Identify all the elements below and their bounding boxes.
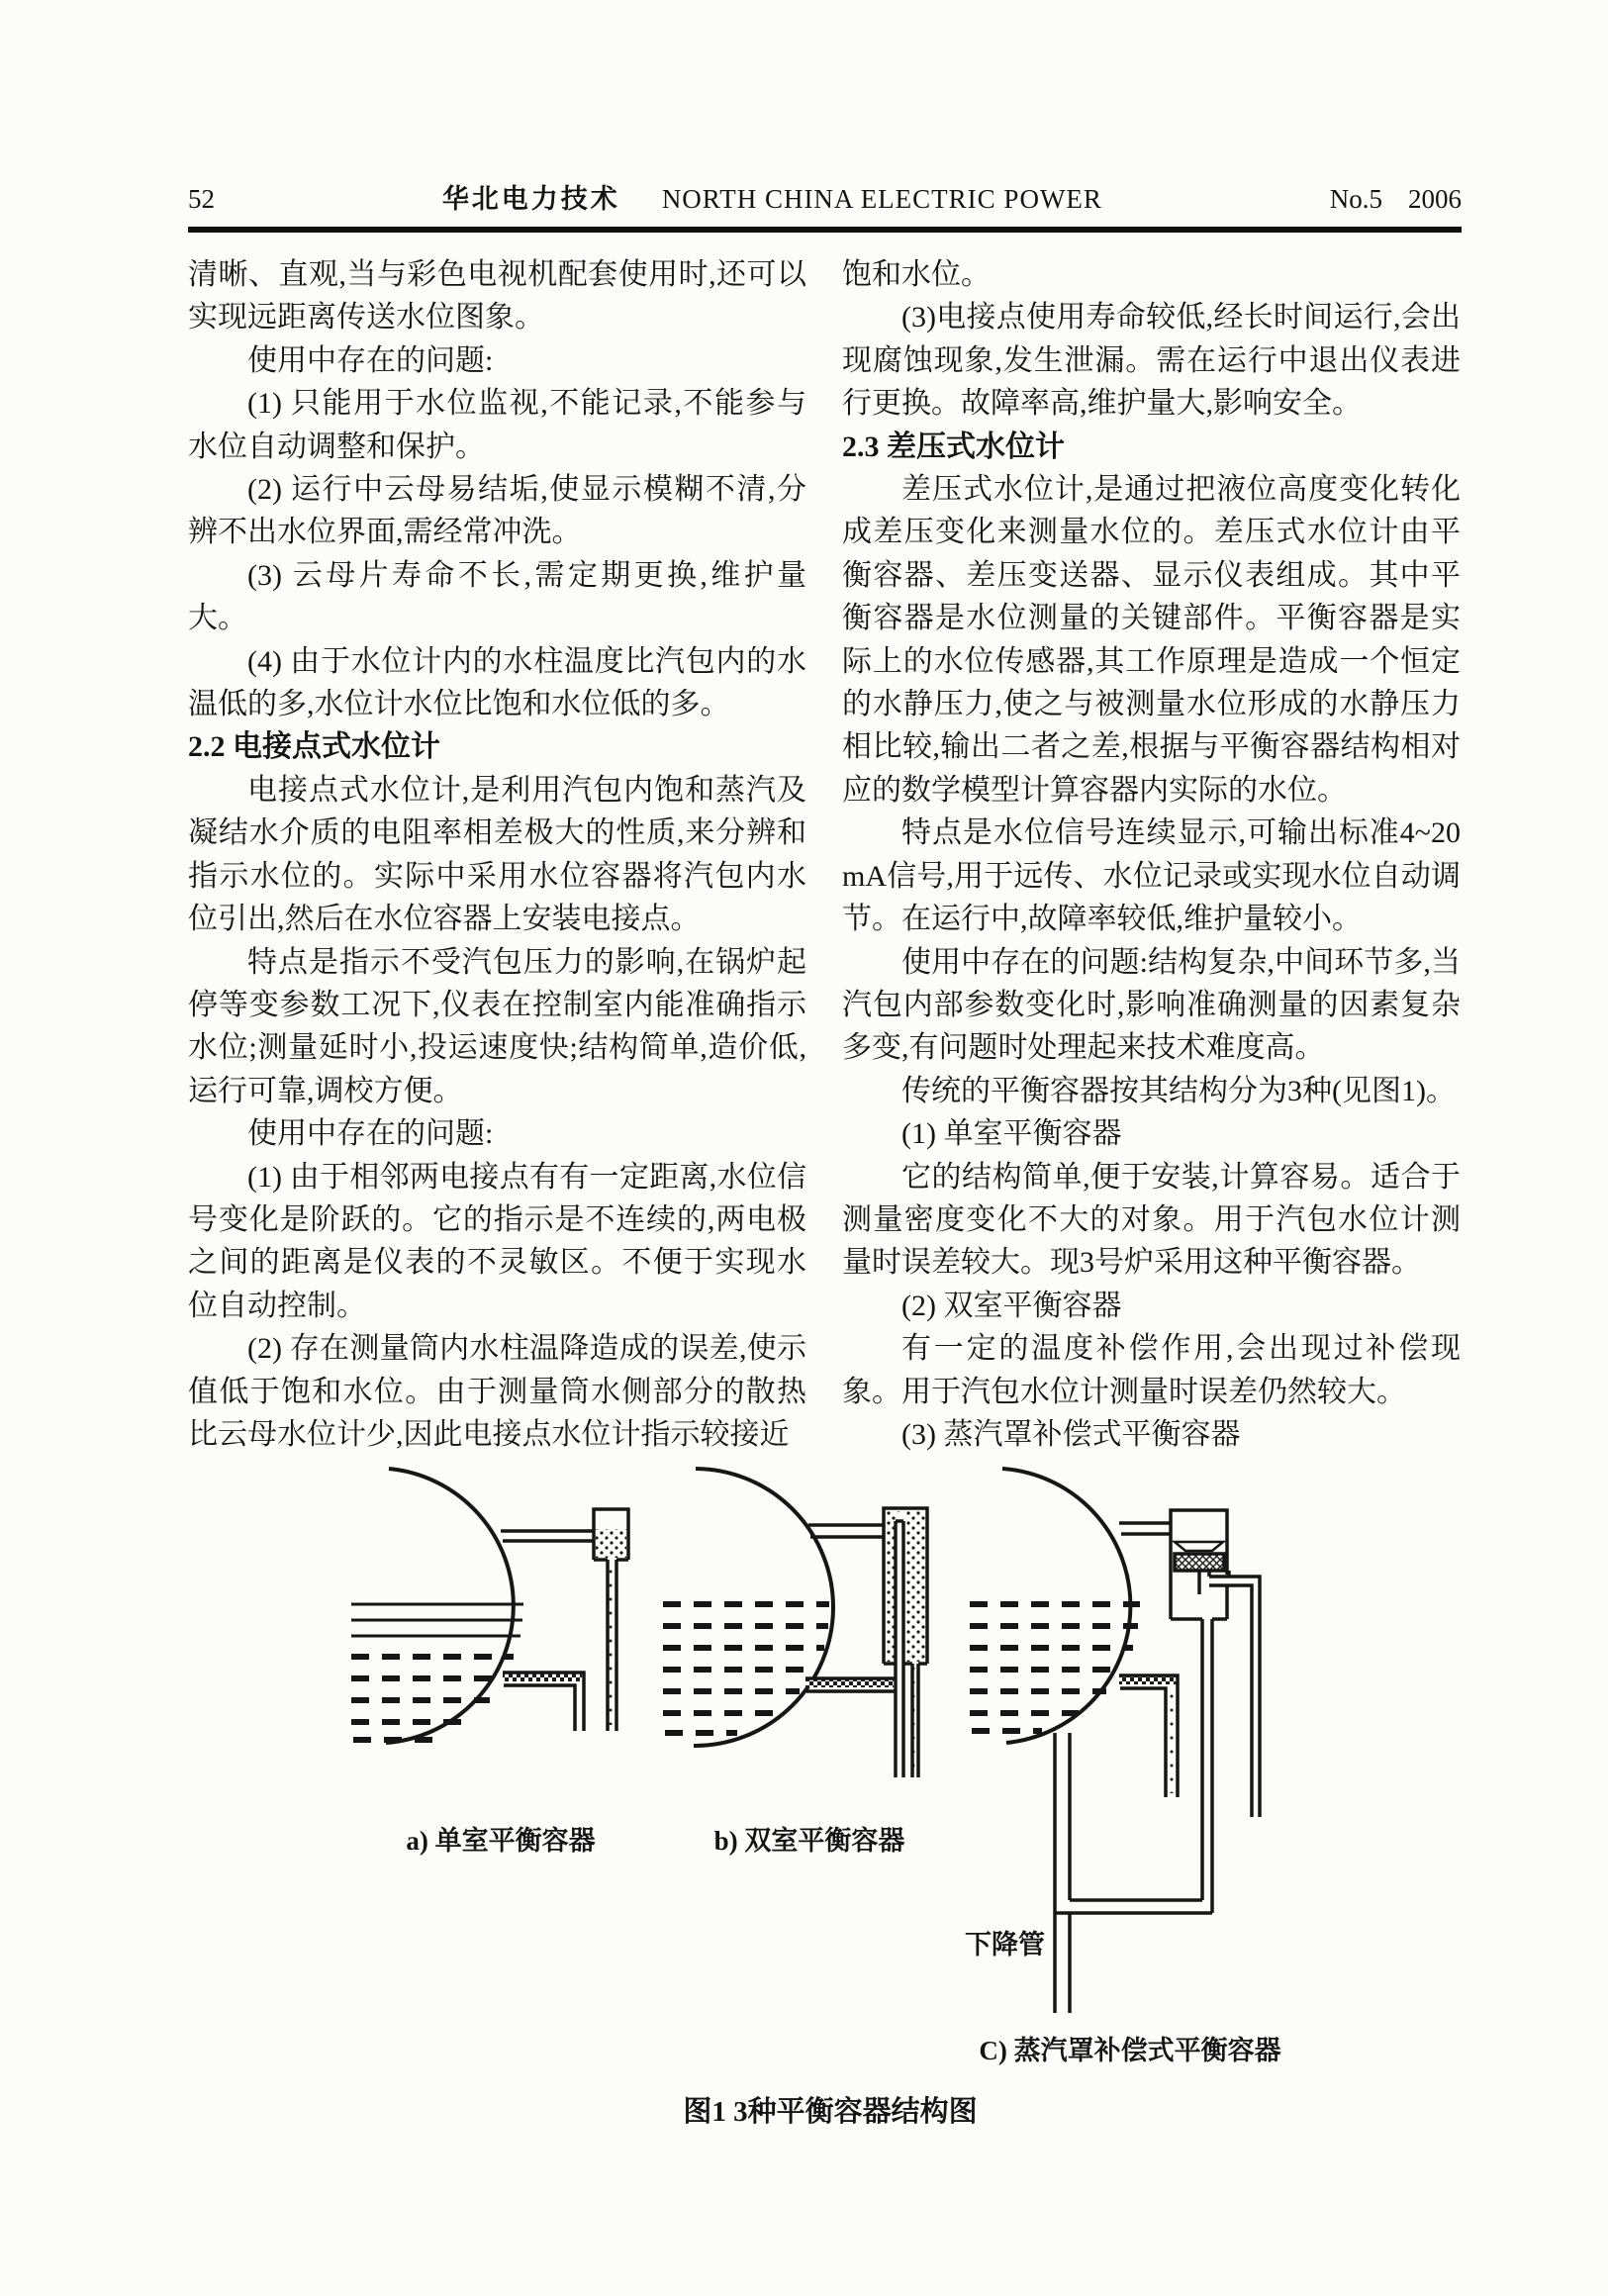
paragraph: 传统的平衡容器按其结构分为3种(见图1)。 — [901, 1074, 1456, 1107]
water-surface-a — [351, 1604, 523, 1636]
condensate-fill-a — [596, 1529, 626, 1558]
paragraph: 电接点式水位计,是利用汽包内饱和蒸汽及凝结水介质的电阻率相差极大的性质,来分辨和指示水位的。实际中采用水位容器将汽包内水位引出,然后在水位容器上安装电接点。 — [188, 773, 806, 936]
diagram-a-single-chamber — [351, 1469, 628, 1743]
journal-title — [442, 184, 1102, 214]
figure-1 — [188, 1456, 1462, 2129]
paragraph: 特点是指示不受汽包压力的影响,在锅炉起停等变参数工况下,仪表在控制室内能准确指示水位;测量延时小,投运速度快;结构简单,造价低,运行可靠,调校方便。 — [188, 945, 806, 1107]
paragraph: (3) 蒸汽罩补偿式平衡容器 — [901, 1417, 1241, 1451]
impulse-pipe-c — [1209, 1571, 1260, 1817]
drum-arc-b — [694, 1469, 833, 1746]
section-heading: 2.2 电接点式水位计 — [188, 730, 440, 764]
paragraph: 使用中存在的问题:结构复杂,中间环节多,当汽包内部参数变化时,影响准确测量的因素复杂多变,有问题时处理起来技术难度高。 — [842, 945, 1461, 1065]
paragraph: 差压式水位计,是通过把液位高度变化转化成差压变化来测量水位的。差压式水位计由平衡容器、差压变送器、显示仪表组成。其中平衡容器是水位测量的关键部件。平衡容器是实际上的水位传感器,其工作原理是造成一个恒定的水静压力,使之与被测量水位形成的水静压力相比较,输出二者之差,根据与平衡容器结构相对应的数学模型计算容器内实际的水位。 — [842, 473, 1461, 807]
paragraph: 清晰、直观,当与彩色电视机配套使用时,还可以实现远距离传送水位图象。 — [188, 258, 806, 335]
issue-number: No.5 — [1329, 184, 1382, 214]
issue-year: 2006 — [1408, 184, 1462, 214]
paragraph: 饱和水位。 — [842, 258, 991, 291]
paragraph: (1) 由于相邻两电接点有有一定距离,水位信号变化是阶跃的。它的指示是不连续的,两电极之间的距离是仪表的不灵敏区。不便于实现水位自动控制。 — [188, 1160, 806, 1322]
sensing-pipe-a — [608, 1560, 616, 1731]
steam-pipe-c — [1119, 1523, 1171, 1534]
paragraph: (4) 由于水位计内的水柱温度比汽包内的水温低的多,水位计水位比饱和水位低的多。 — [188, 644, 806, 721]
water-pipe-b — [805, 1677, 896, 1691]
steam-jacket-vessel-c — [1171, 1510, 1229, 1619]
figure-label-c: C) 蒸汽罩补偿式平衡容器 — [979, 2036, 1281, 2066]
hatch-block-c — [1175, 1554, 1224, 1571]
balance-vessel-diagram — [188, 1456, 1462, 2129]
paragraph: 特点是水位信号连续显示,可输出标准4~20 mA信号,用于远传、水位记录或实现水位自动调节。在运行中,故障率较低,维护量较小。 — [842, 816, 1461, 936]
paragraph: (3)电接点使用寿命较低,经长时间运行,会出现腐蚀现象,发生泄漏。需在运行中退出仪表进行更换。故障率高,维护量大,影响安全。 — [842, 301, 1461, 421]
paragraph: (2) 双室平衡容器 — [901, 1289, 1122, 1322]
water-dashes-b — [663, 1604, 829, 1733]
downcomer-label: 下降管 — [965, 1930, 1045, 1961]
paragraph: 它的结构简单,便于安装,计算容易。适合于测量密度变化不大的对象。用于汽包水位计测量时误差较大。现3号炉采用这种平衡容器。 — [842, 1160, 1461, 1280]
neck-c — [1199, 1571, 1229, 1594]
water-pipe-a — [503, 1672, 584, 1731]
figure-caption: 图1 3种平衡容器结构图 — [683, 2096, 978, 2129]
page-number: 52 — [188, 184, 215, 214]
figure-label-b: b) 双室平衡容器 — [713, 1826, 905, 1857]
page-header — [188, 184, 1462, 214]
paragraph: (1) 只能用于水位监视,不能记录,不能参与水位自动调整和保护。 — [188, 387, 806, 463]
outlet-tube-b — [912, 1664, 918, 1777]
journal-title-cn: 华北电力技术 — [441, 184, 620, 214]
right-column — [842, 253, 1461, 1456]
paragraph: (2) 运行中云母易结垢,使显示模糊不清,分辨不出水位界面,需经常冲洗。 — [188, 473, 806, 549]
left-column — [188, 253, 806, 1456]
section-heading: 2.3 差压式水位计 — [842, 430, 1065, 463]
water-dashes-a — [351, 1657, 514, 1740]
header-rule — [188, 227, 1462, 233]
journal-title-en: NORTH CHINA ELECTRIC POWER — [661, 184, 1102, 214]
paragraph: 使用中存在的问题: — [247, 1117, 494, 1151]
diagram-b-double-chamber — [663, 1469, 927, 1777]
paragraph: 使用中存在的问题: — [247, 343, 494, 377]
figure-label-a: a) 单室平衡容器 — [406, 1826, 596, 1857]
funnel-c — [1175, 1542, 1223, 1551]
steam-pipe-b — [808, 1525, 884, 1537]
article-body — [188, 253, 1462, 1456]
paragraph: 有一定的温度补偿作用,会出现过补偿现象。用于汽包水位计测量时误差仍然较大。 — [842, 1332, 1461, 1408]
paragraph: (3) 云母片寿命不长,需定期更换,维护量大。 — [188, 558, 806, 635]
steam-pipe-a — [501, 1531, 594, 1541]
paragraph: (2) 存在测量筒内水柱温降造成的误差,使示值低于饱和水位。由于测量筒水侧部分的散热比云母水位计少,因此电接点水位计指示较接近 — [188, 1332, 806, 1451]
issue-info — [1330, 184, 1462, 214]
water-pipe-c — [1119, 1674, 1179, 1797]
paragraph: (1) 单室平衡容器 — [901, 1117, 1122, 1151]
